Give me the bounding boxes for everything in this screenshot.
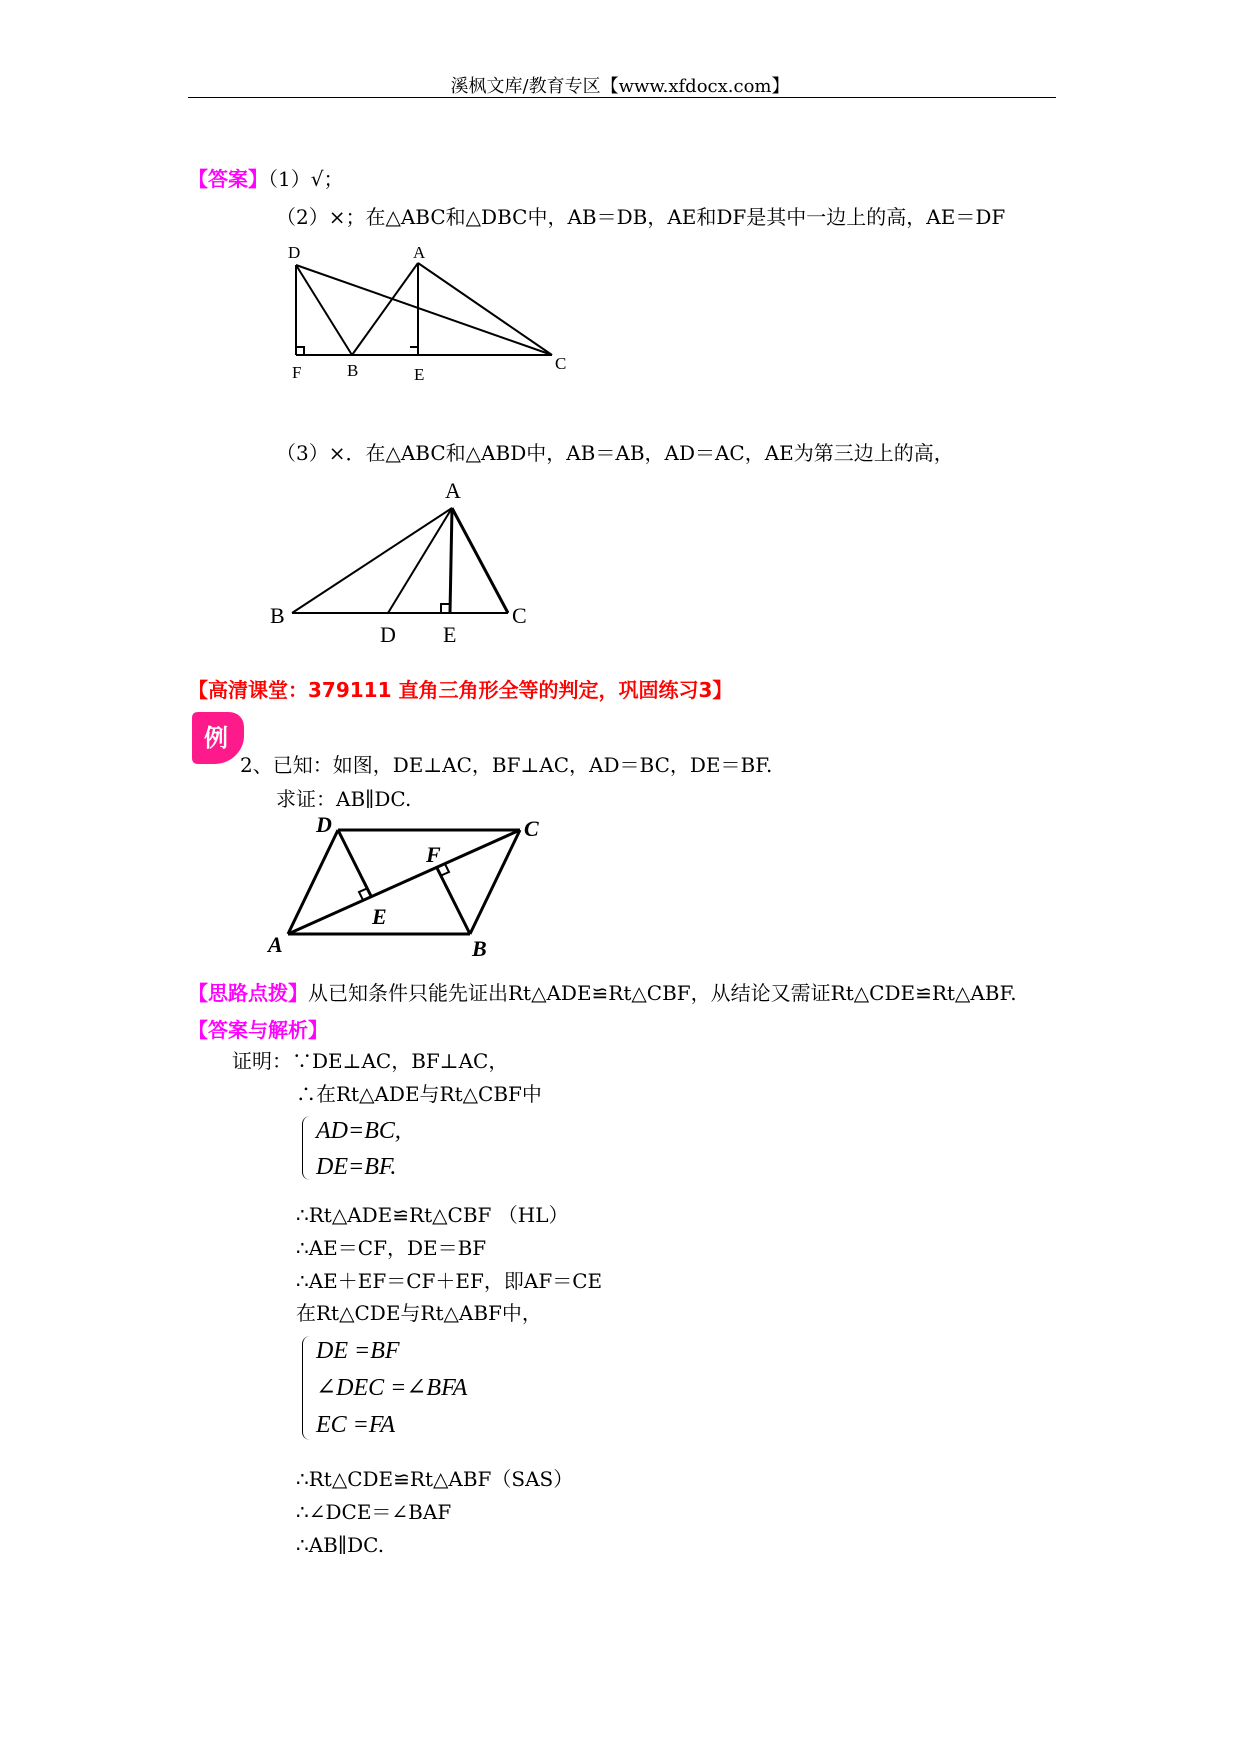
fig3-label-b: B bbox=[472, 936, 487, 961]
fig2-line-ae bbox=[450, 508, 452, 613]
fig3-label-e: E bbox=[372, 904, 387, 929]
header-rule bbox=[188, 97, 1056, 98]
fig1-line-ac bbox=[418, 263, 552, 355]
solution-line-6: 在Rt△CDE与Rt△ABF中， bbox=[296, 1301, 542, 1325]
fig3-label-d: D bbox=[316, 812, 332, 837]
fig1-label-b: B bbox=[347, 361, 359, 380]
fig3-line-cb bbox=[470, 830, 520, 934]
example-badge-text: 例 bbox=[204, 726, 228, 752]
example-line-1: 2、已知：如图，DE⊥AC，BF⊥AC，AD＝BC，DE＝BF. bbox=[240, 753, 773, 777]
fig1-line-dc bbox=[296, 265, 552, 355]
solution-line-9: ∴AB∥DC. bbox=[296, 1533, 385, 1557]
fig2-line-ac bbox=[452, 508, 508, 613]
system-1-line-2: DE=BF. bbox=[316, 1154, 397, 1180]
solution-line-3: ∴Rt△ADE≌Rt△CBF （HL） bbox=[296, 1203, 569, 1227]
figure-3-diagram bbox=[262, 810, 562, 962]
solution-line-1: 证明：∵DE⊥AC，BF⊥AC， bbox=[232, 1049, 509, 1073]
equation-brace-1 bbox=[302, 1116, 313, 1180]
fig1-label-e: E bbox=[414, 365, 425, 384]
fig3-label-a: A bbox=[268, 932, 283, 957]
figure-2-diagram bbox=[262, 470, 542, 650]
figure-1-diagram bbox=[280, 240, 580, 390]
fig2-label-c: C bbox=[512, 603, 527, 628]
solution-line-5: ∴AE＋EF＝CF＋EF，即AF＝CE bbox=[296, 1269, 603, 1293]
fig2-label-a: A bbox=[445, 478, 461, 503]
answer-line-1: （1）√； bbox=[268, 167, 344, 191]
page-header: 溪枫文库/教育专区【www.xfdocx.com】 bbox=[450, 76, 790, 97]
system-2-line-2: ∠DEC =∠BFA bbox=[316, 1375, 468, 1401]
fig2-label-b: B bbox=[270, 603, 285, 628]
fig3-label-c: C bbox=[524, 816, 539, 841]
fig2-line-ab bbox=[292, 508, 452, 613]
fig2-line-ad bbox=[388, 508, 452, 613]
example-line-2: 求证：AB∥DC. bbox=[276, 787, 412, 811]
solution-line-8: ∴∠DCE＝∠BAF bbox=[296, 1500, 452, 1524]
video-reference: 【高清课堂：379111 直角三角形全等的判定，巩固练习3】 bbox=[188, 678, 733, 702]
fig3-label-f: F bbox=[426, 842, 441, 867]
solution-line-4: ∴AE＝CF，DE＝BF bbox=[296, 1236, 487, 1260]
fig3-line-fb bbox=[437, 868, 470, 934]
fig3-line-de bbox=[338, 830, 371, 896]
fig2-label-d: D bbox=[380, 622, 396, 647]
system-1-line-1: AD=BC, bbox=[316, 1118, 401, 1144]
fig1-right-angle-f bbox=[296, 347, 304, 355]
fig1-label-a: A bbox=[413, 243, 426, 262]
fig1-right-angle-e bbox=[410, 347, 418, 355]
solution-line-2: ∴在Rt△ADE与Rt△CBF中 bbox=[296, 1082, 542, 1106]
equation-brace-2 bbox=[302, 1336, 313, 1440]
fig1-line-db bbox=[296, 265, 352, 355]
fig2-label-e: E bbox=[443, 622, 457, 647]
answer-line-2: （2）×；在△ABC和△DBC中，AB＝DB，AE和DF是其中一边上的高，AE＝DF bbox=[276, 205, 1006, 229]
fig1-line-ba bbox=[352, 263, 418, 355]
fig1-label-f: F bbox=[292, 363, 302, 382]
answer-line-3: （3）×．在△ABC和△ABD中，AB＝AB，AD＝AC，AE为第三边上的高， bbox=[276, 441, 954, 465]
hint-tag: 【思路点拨】 bbox=[188, 981, 308, 1005]
example-badge-icon bbox=[188, 708, 248, 768]
answer-tag: 【答案】 bbox=[188, 167, 268, 191]
fig3-line-ac bbox=[288, 830, 520, 934]
solution-tag: 【答案与解析】 bbox=[188, 1018, 328, 1042]
solution-line-7: ∴Rt△CDE≌Rt△ABF（SAS） bbox=[296, 1467, 574, 1491]
system-2-line-3: EC =FA bbox=[316, 1412, 396, 1438]
answer-block-1 bbox=[188, 166, 343, 192]
hint-block bbox=[188, 980, 1017, 1006]
fig1-label-c: C bbox=[555, 354, 567, 373]
system-2-line-1: DE =BF bbox=[316, 1338, 400, 1364]
fig3-line-da bbox=[288, 830, 338, 934]
fig1-label-d: D bbox=[288, 243, 301, 262]
hint-text: 从已知条件只能先证出Rt△ADE≌Rt△CBF，从结论又需证Rt△CDE≌Rt△ABF. bbox=[308, 981, 1017, 1005]
